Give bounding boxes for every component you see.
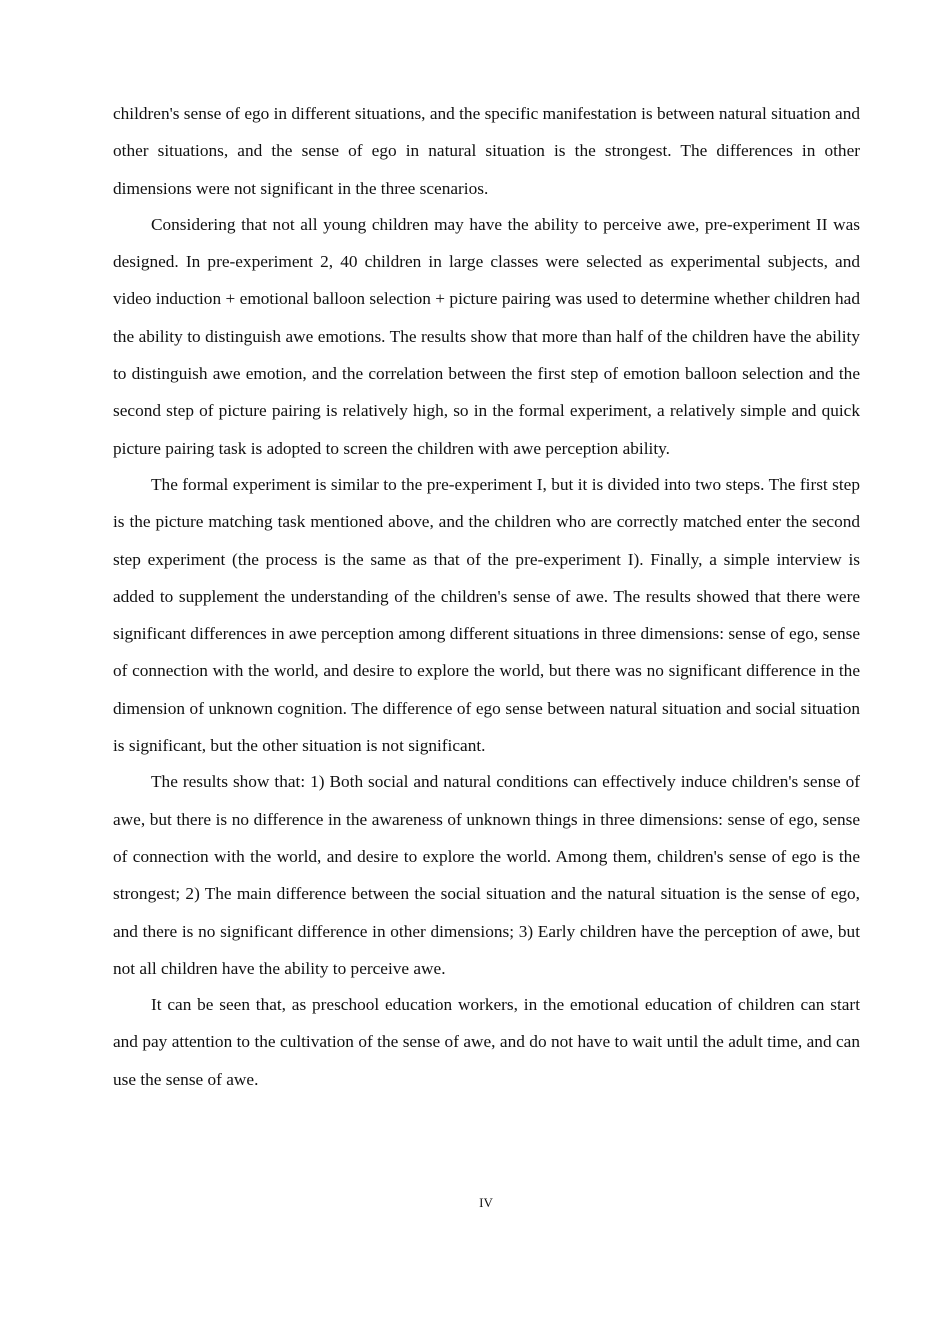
body-text: [113, 95, 860, 1097]
page-number: IV: [479, 1195, 493, 1210]
paragraph-3: The formal experiment is similar to the pre-experiment I, but it is divided into two steps. The first step is the picture matching task mentioned above, and the children who are correctly matched enter the second step experiment (the process is the same as that of the pre-experiment I). Finally, a simple interview is added to supplement the understanding of the children's sense of awe. The results showed that there were significant differences in awe perception among different situations in three dimensions: sense of ego, sense of connection with the world, and desire to explore the world, but there was no significant difference in the dimension of unknown cognition. The difference of ego sense between natural situation and social situation is significant, but the other situation is not significant.: [113, 474, 860, 756]
paragraph-1: children's sense of ego in different situations, and the specific manifestation is between natural situation and other situations, and the sense of ego in natural situation is the strongest. The differences in other dimensions were not significant in the three scenarios.: [113, 104, 860, 198]
paragraph-2: Considering that not all young children may have the ability to perceive awe, pre-experiment II was designed. In pre-experiment 2, 40 children in large classes were selected as experimental subjects, and video induction + emotional balloon selection + picture pairing was used to determine whether children had the ability to distinguish awe emotions. The results show that more than half of the children have the ability to distinguish awe emotion, and the correlation between the first step of emotion balloon selection and the second step of picture pairing is relatively high, so in the formal experiment, a relatively simple and quick picture pairing task is adopted to screen the children with awe perception ability.: [113, 214, 860, 458]
paragraph-5: It can be seen that, as preschool education workers, in the emotional education of children can start and pay attention to the cultivation of the sense of awe, and do not have to wait until the adult time, and can use the sense of awe.: [113, 995, 860, 1089]
paragraph-4: The results show that: 1) Both social and natural conditions can effectively induce children's sense of awe, but there is no difference in the awareness of unknown things in three dimensions: sense of ego, sense of connection with the world, and desire to explore the world. Among them, children's sense of ego is the strongest; 2) The main difference between the social situation and the natural situation is the sense of ego, and there is no significant difference in other dimensions; 3) Early children have the perception of awe, but not all children have the ability to perceive awe.: [113, 772, 860, 978]
